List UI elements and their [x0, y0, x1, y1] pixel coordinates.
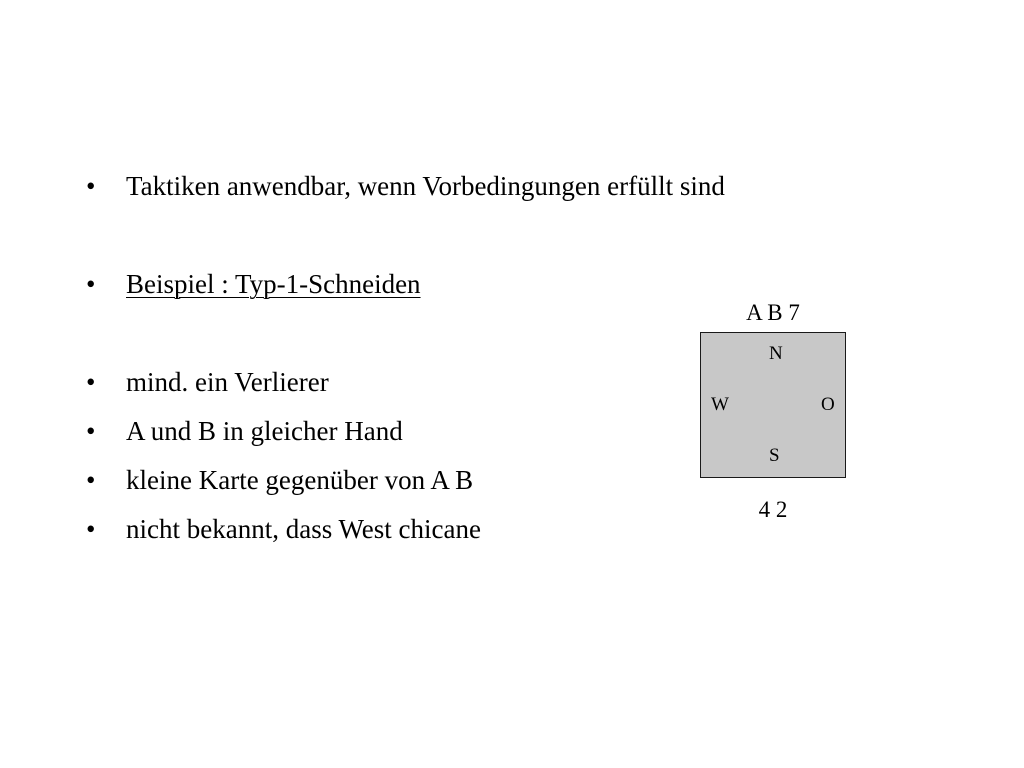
bullet-marker: • [86, 171, 96, 201]
compass-west-label: W [711, 394, 729, 415]
bullet-text-example-heading: Beispiel : Typ-1-Schneiden [126, 269, 421, 299]
bullet-item-same-hand [86, 415, 403, 447]
bullet-marker: • [86, 465, 96, 495]
compass-south-label: S [769, 445, 780, 466]
bullet-marker: • [86, 269, 96, 299]
bullet-item-small-card [86, 464, 473, 496]
bullet-text: mind. ein Verlierer [126, 367, 329, 397]
bullet-item-example [86, 268, 421, 300]
bullet-item-loser [86, 366, 329, 398]
bullet-marker: • [86, 416, 96, 446]
bullet-item-tactics [86, 170, 725, 202]
compass-east-label: O [821, 394, 835, 415]
south-hand-cards: 4 2 [758, 497, 788, 522]
bullet-text: Taktiken anwendbar, wenn Vorbedingungen erfüllt sind [126, 171, 725, 201]
bullet-text: nicht bekannt, dass West chicane [126, 514, 481, 544]
north-hand-cards: A B 7 [746, 300, 800, 325]
compass-north-label: N [769, 343, 783, 364]
bullet-marker: • [86, 367, 96, 397]
bullet-text: A und B in gleicher Hand [126, 416, 403, 446]
bullet-text: kleine Karte gegenüber von A B [126, 465, 474, 495]
bullet-item-west-chicane [86, 513, 481, 545]
bridge-table-diagram [700, 332, 846, 478]
bullet-marker: • [86, 514, 96, 544]
